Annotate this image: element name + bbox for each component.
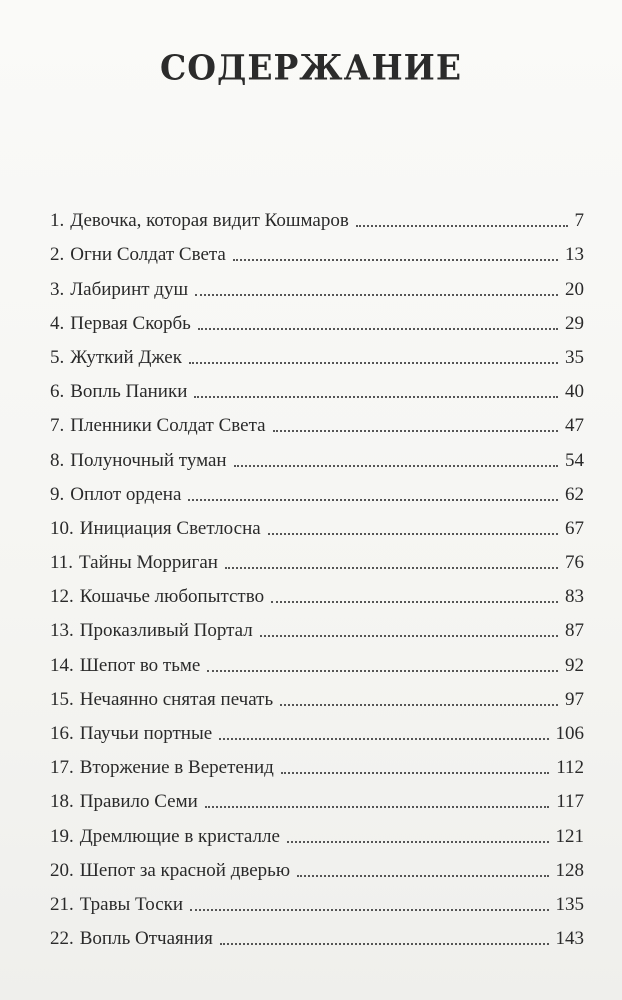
toc-entry bbox=[50, 882, 584, 916]
toc-entry-page: 117 bbox=[556, 791, 584, 813]
toc-entry-title: Вопль Паники bbox=[70, 381, 188, 403]
dot-leader bbox=[271, 601, 558, 603]
toc-entry-page: 87 bbox=[565, 620, 584, 642]
toc-entry bbox=[50, 369, 584, 403]
toc-entry bbox=[50, 266, 584, 300]
dot-leader bbox=[220, 943, 549, 945]
toc-entry-page: 13 bbox=[565, 244, 584, 266]
toc-entry bbox=[50, 848, 584, 882]
dot-leader bbox=[233, 259, 558, 261]
toc-entry-page: 143 bbox=[555, 928, 584, 950]
dot-leader bbox=[280, 704, 558, 706]
toc-entry-page: 128 bbox=[555, 859, 584, 881]
toc-entry-number: 20. bbox=[50, 859, 74, 881]
toc-entry-title: Жуткий Джек bbox=[70, 346, 182, 368]
toc-entry-title: Проказливый Портал bbox=[79, 620, 253, 642]
table-of-contents bbox=[50, 198, 584, 950]
toc-entry-title: Лабиринт душ bbox=[70, 278, 189, 300]
toc-entry-number: 5. bbox=[50, 346, 65, 368]
toc-entry-number: 14. bbox=[50, 654, 74, 676]
toc-entry-page: 29 bbox=[565, 312, 584, 334]
toc-entry-number: 13. bbox=[50, 620, 74, 642]
toc-entry bbox=[50, 677, 584, 711]
toc-entry-page: 135 bbox=[555, 893, 584, 915]
toc-entry-title: Нечаянно снятая печать bbox=[79, 688, 274, 710]
page-title: СОДЕРЖАНИЕ bbox=[159, 47, 462, 89]
toc-entry-title: Вторжение в Веретенид bbox=[79, 757, 274, 779]
dot-leader bbox=[234, 465, 558, 467]
dot-leader bbox=[198, 328, 558, 330]
toc-entry-page: 112 bbox=[556, 757, 584, 779]
toc-entry bbox=[50, 574, 584, 608]
toc-entry-title: Пленники Солдат Света bbox=[70, 415, 266, 437]
dot-leader bbox=[297, 875, 548, 877]
toc-entry-page: 67 bbox=[565, 517, 584, 539]
toc-entry-number: 4. bbox=[50, 312, 65, 334]
toc-entry-page: 92 bbox=[565, 654, 584, 676]
toc-entry-title: Шепот за красной дверью bbox=[79, 859, 291, 881]
toc-entry-page: 54 bbox=[565, 449, 584, 471]
dot-leader bbox=[219, 738, 548, 740]
toc-entry-number: 22. bbox=[50, 928, 74, 950]
toc-entry bbox=[50, 779, 584, 813]
toc-entry-title: Тайны Морриган bbox=[79, 552, 218, 574]
toc-entry-number: 6. bbox=[50, 381, 65, 403]
toc-entry-number: 2. bbox=[50, 244, 65, 266]
toc-entry-title: Девочка, которая видит Кошмаров bbox=[70, 210, 349, 232]
toc-entry-title: Шепот во тьме bbox=[79, 654, 201, 676]
toc-entry bbox=[50, 540, 584, 574]
dot-leader bbox=[281, 772, 549, 774]
dot-leader bbox=[207, 670, 558, 672]
toc-entry bbox=[50, 301, 584, 335]
toc-entry-title: Кошачье любопытство bbox=[79, 586, 265, 608]
toc-entry bbox=[50, 198, 584, 232]
toc-entry bbox=[50, 472, 584, 506]
toc-entry-page: 97 bbox=[565, 688, 584, 710]
toc-entry-title: Вопль Отчаяния bbox=[79, 928, 213, 950]
dot-leader bbox=[188, 499, 558, 501]
toc-entry-number: 10. bbox=[50, 517, 74, 539]
dot-leader bbox=[287, 841, 549, 843]
dot-leader bbox=[195, 294, 558, 296]
toc-entry-number: 12. bbox=[50, 586, 74, 608]
toc-entry-title: Травы Тоски bbox=[79, 893, 184, 915]
toc-entry-title: Дремлющие в кристалле bbox=[79, 825, 280, 847]
dot-leader bbox=[190, 909, 548, 911]
toc-entry bbox=[50, 608, 584, 642]
toc-entry-number: 11. bbox=[50, 552, 74, 574]
toc-entry-number: 1. bbox=[50, 210, 65, 232]
toc-entry bbox=[50, 506, 584, 540]
toc-entry-number: 18. bbox=[50, 791, 74, 813]
toc-entry-number: 8. bbox=[50, 449, 65, 471]
toc-entry-title: Инициация Светлосна bbox=[79, 517, 261, 539]
toc-entry bbox=[50, 437, 584, 471]
toc-entry-page: 76 bbox=[565, 552, 584, 574]
toc-entry bbox=[50, 232, 584, 266]
dot-leader bbox=[194, 396, 558, 398]
dot-leader bbox=[356, 225, 568, 227]
toc-entry-page: 20 bbox=[565, 278, 584, 300]
toc-entry-page: 40 bbox=[565, 381, 584, 403]
toc-entry-number: 7. bbox=[50, 415, 65, 437]
toc-entry-title: Огни Солдат Света bbox=[70, 244, 226, 266]
toc-entry-page: 106 bbox=[555, 723, 584, 744]
toc-entry-title: Полуночный туман bbox=[70, 449, 227, 471]
toc-entry bbox=[50, 813, 584, 847]
toc-entry-number: 21. bbox=[50, 893, 74, 915]
toc-entry bbox=[50, 916, 584, 950]
toc-entry-page: 83 bbox=[565, 586, 584, 608]
toc-entry bbox=[50, 711, 584, 745]
toc-entry-number: 15. bbox=[50, 688, 74, 710]
toc-entry bbox=[50, 745, 584, 779]
toc-entry-page: 35 bbox=[565, 346, 584, 368]
toc-entry bbox=[50, 335, 584, 369]
toc-entry bbox=[50, 403, 584, 437]
dot-leader bbox=[225, 567, 558, 569]
toc-entry-page: 7 bbox=[574, 210, 584, 232]
toc-entry-number: 19. bbox=[50, 825, 74, 847]
dot-leader bbox=[268, 533, 558, 535]
dot-leader bbox=[260, 635, 558, 637]
dot-leader bbox=[205, 806, 549, 808]
toc-entry-page: 62 bbox=[565, 483, 584, 505]
toc-entry-page: 47 bbox=[565, 415, 584, 437]
toc-entry-title: Паучьи портные bbox=[79, 723, 213, 744]
toc-entry-number: 3. bbox=[50, 278, 65, 300]
toc-entry bbox=[50, 642, 584, 676]
dot-leader bbox=[273, 430, 558, 432]
toc-entry-number: 17. bbox=[50, 757, 74, 779]
toc-entry-number: 9. bbox=[50, 483, 65, 505]
toc-entry-title: Оплот ордена bbox=[70, 483, 182, 505]
toc-entry-number: 16. bbox=[50, 723, 74, 744]
dot-leader bbox=[189, 362, 558, 364]
toc-entry-title: Правило Семи bbox=[79, 791, 198, 813]
toc-entry-title: Первая Скорбь bbox=[70, 312, 191, 334]
toc-entry-page: 121 bbox=[555, 825, 584, 847]
